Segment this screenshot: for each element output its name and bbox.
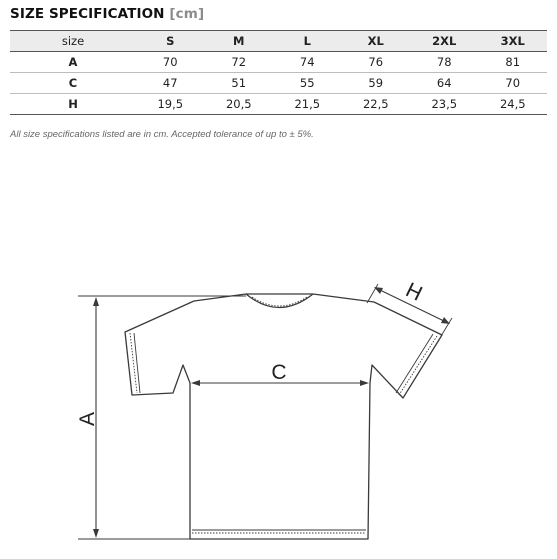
table-cell: 70 <box>479 73 548 94</box>
header-xl: XL <box>342 31 411 52</box>
row-label: C <box>10 73 136 94</box>
tshirt-outline <box>125 294 442 539</box>
row-label: A <box>10 52 136 73</box>
tshirt-neckline <box>246 294 313 308</box>
table-cell: 22,5 <box>342 94 411 115</box>
row-label: H <box>10 94 136 115</box>
table-cell: 24,5 <box>479 94 548 115</box>
table-cell: 74 <box>273 52 342 73</box>
label-h: H <box>401 278 426 306</box>
length-measure <box>78 296 246 539</box>
tolerance-note: All size specifications listed are in cm. Accepted tolerance of up to ± 5%. <box>10 129 314 140</box>
table-cell: 81 <box>479 52 548 73</box>
table-cell: 20,5 <box>205 94 274 115</box>
title-text: SIZE SPECIFICATION <box>10 6 165 22</box>
table-cell: 76 <box>342 52 411 73</box>
table-cell: 59 <box>342 73 411 94</box>
table-cell: 21,5 <box>273 94 342 115</box>
right-sleeve-hem <box>399 336 437 395</box>
label-a: A <box>76 411 99 427</box>
header-m: M <box>205 31 274 52</box>
table-cell: 47 <box>136 73 205 94</box>
header-s: S <box>136 31 205 52</box>
table-cell: 78 <box>410 52 479 73</box>
title-unit: [cm] <box>169 6 205 22</box>
table-cell: 23,5 <box>410 94 479 115</box>
table-cell: 72 <box>205 52 274 73</box>
table-cell: 64 <box>410 73 479 94</box>
header-3xl: 3XL <box>479 31 548 52</box>
tshirt-neck-band <box>252 297 307 306</box>
header-size: size <box>10 31 136 52</box>
table-cell: 55 <box>273 73 342 94</box>
table-cell: 19,5 <box>136 94 205 115</box>
header-2xl: 2XL <box>410 31 479 52</box>
table-cell: 51 <box>205 73 274 94</box>
label-c: C <box>271 361 287 384</box>
table-cell: 70 <box>136 52 205 73</box>
header-l: L <box>273 31 342 52</box>
